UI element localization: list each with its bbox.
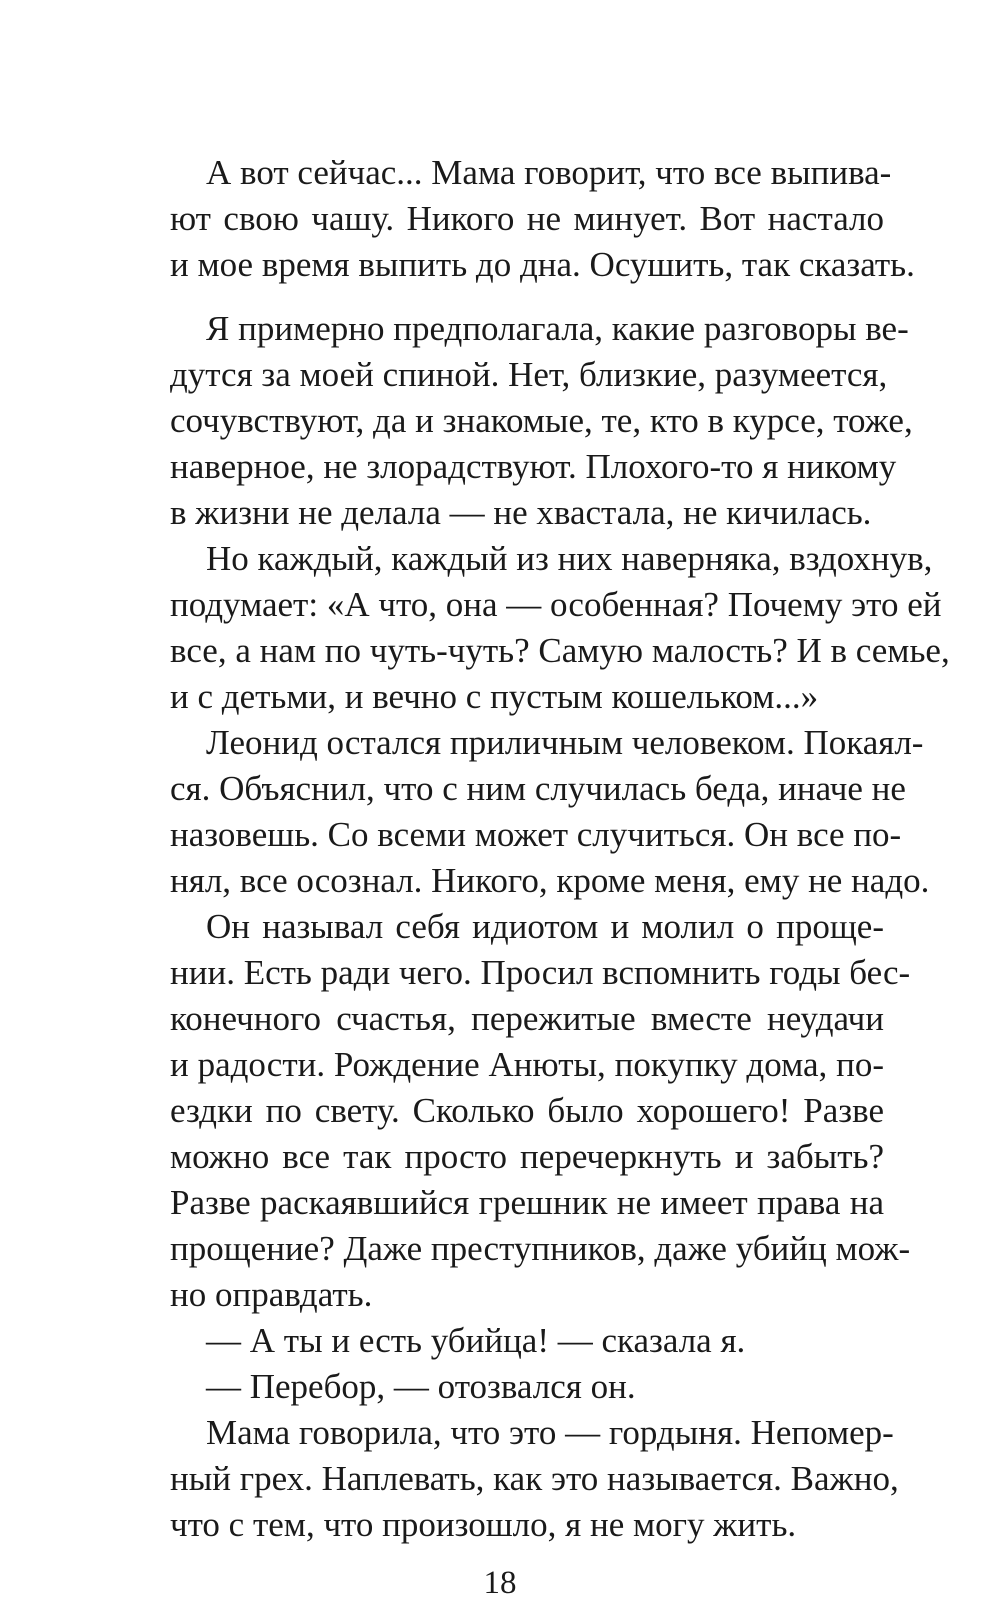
paragraph-8-line-3: что с тем, что произошло, я не могу жить. xyxy=(170,1505,797,1544)
paragraph-5-line-4: и радости. Рождение Анюты, покупку дома, по- xyxy=(170,1045,884,1084)
paragraph-8-line-1: Мама говорила, что это — гордыня. Непомер- xyxy=(206,1413,894,1452)
paragraph-5-line-7: Разве раскаявшийся грешник не имеет права на xyxy=(170,1183,884,1222)
paragraph-1-line-2: ют свою чашу. Никого не минует. Вот настало xyxy=(170,199,884,238)
paragraph-2-line-3: сочувствуют, да и знакомые, те, кто в курсе, тоже, xyxy=(170,401,913,440)
paragraph-4-line-3: назовешь. Со всеми может случиться. Он все по- xyxy=(170,815,902,854)
paragraph-4-line-4: нял, все осознал. Никого, кроме меня, ему не надо. xyxy=(170,861,930,900)
paragraph-5-line-8: прощение? Даже преступников, даже убийц мож- xyxy=(170,1229,911,1268)
paragraph-8-line-2: ный грех. Наплевать, как это называется. Важно, xyxy=(170,1459,899,1498)
paragraph-3-line-2: подумает: «А что, она — особенная? Почему это ей xyxy=(170,585,942,624)
paragraph-3-line-1: Но каждый, каждый из них наверняка, вздохнув, xyxy=(206,539,933,578)
dialogue-line-1: — А ты и есть убийца! — сказала я. xyxy=(206,1321,746,1360)
paragraph-4-line-1: Леонид остался приличным человеком. Покаял- xyxy=(206,723,924,762)
paragraph-1-line-3: и мое время выпить до дна. Осушить, так сказать. xyxy=(170,245,915,284)
paragraph-2-line-4: наверное, не злорадствуют. Плохого-то я никому xyxy=(170,447,897,486)
page-number: 18 xyxy=(483,1565,517,1601)
paragraph-2-line-1: Я примерно предполагала, какие разговоры ве- xyxy=(206,309,909,348)
dialogue-line-2: — Перебор, — отозвался он. xyxy=(206,1367,636,1406)
paragraph-1-line-1: А вот сейчас... Мама говорит, что все выпива- xyxy=(206,153,892,192)
paragraph-5-line-1: Он называл себя идиотом и молил о проще- xyxy=(206,907,884,946)
paragraph-5-line-3: конечного счастья, пережитые вместе неудачи xyxy=(170,999,884,1038)
paragraph-5-line-9: но оправдать. xyxy=(170,1275,373,1314)
paragraph-5-line-6: можно все так просто перечеркнуть и забыть? xyxy=(170,1137,884,1176)
paragraph-2-line-5: в жизни не делала — не хвастала, не кичилась. xyxy=(170,493,872,532)
paragraph-3-line-4: и с детьми, и вечно с пустым кошельком...» xyxy=(170,677,819,716)
paragraph-4-line-2: ся. Объяснил, что с ним случилась беда, иначе не xyxy=(170,769,906,808)
paragraph-5-line-2: нии. Есть ради чего. Просил вспомнить годы бес- xyxy=(170,953,911,992)
paragraph-5-line-5: ездки по свету. Сколько было хорошего! Разве xyxy=(170,1091,884,1130)
paragraph-2-line-2: дутся за моей спиной. Нет, близкие, разумеется, xyxy=(170,355,888,394)
paragraph-3-line-3: все, а нам по чуть-чуть? Самую малость? И в семье, xyxy=(170,631,950,670)
